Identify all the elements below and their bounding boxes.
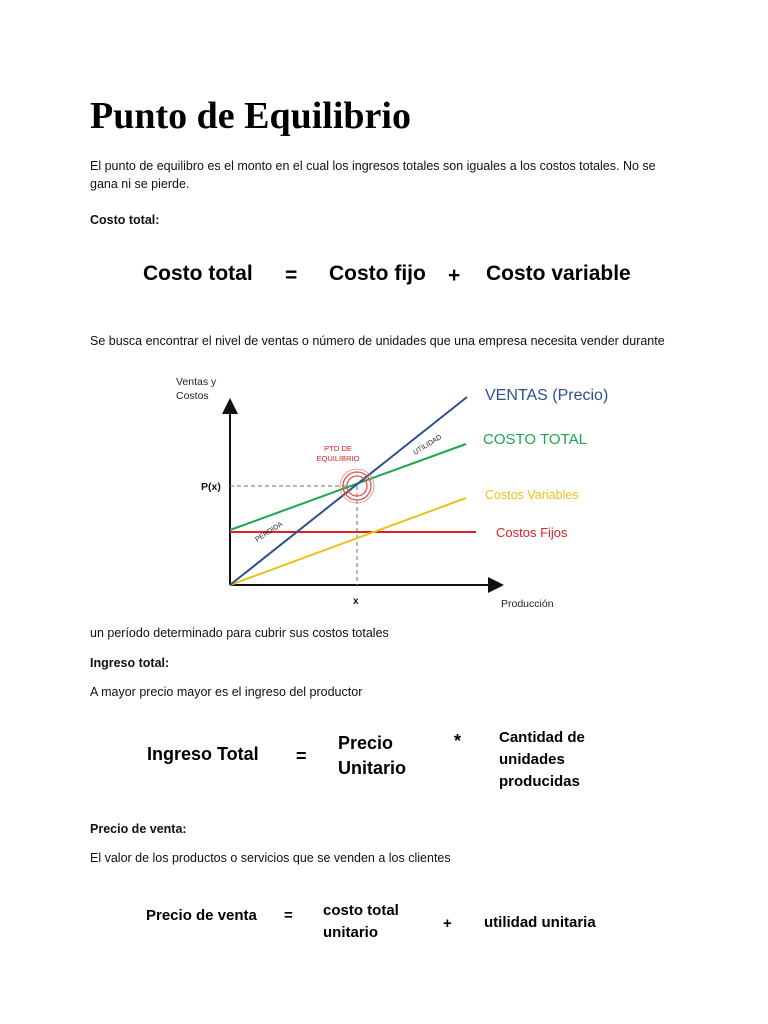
x-label: x	[353, 596, 359, 607]
break-even-chart	[160, 360, 630, 615]
legend-ventas: VENTAS (Precio)	[485, 387, 609, 404]
precio-unitario-line2: Unitario	[338, 758, 407, 778]
formula-plus: +	[448, 264, 461, 287]
costo-total-unitario-line1: costo total	[323, 902, 399, 919]
formula-ingreso-total-left: Ingreso Total	[147, 744, 259, 764]
costos-variables-line	[230, 498, 466, 585]
formula-costo-total-left: Costo total	[143, 262, 253, 285]
legend-costos-fijos: Costos Fijos	[496, 525, 568, 540]
busca-paragraph-part1: Se busca encontrar el nivel de ventas o número de unidades que una empresa necesita vender durante	[90, 334, 665, 348]
ingreso-total-heading: Ingreso total:	[90, 656, 170, 670]
precio-venta-heading: Precio de venta:	[90, 822, 187, 836]
page-title: Punto de Equilibrio	[90, 95, 411, 137]
formula-utilidad-unitaria: utilidad unitaria	[484, 914, 596, 931]
pto-equilibrio-label-line1: PTO DE	[324, 444, 352, 453]
formula-precio-venta-equals: =	[284, 907, 293, 924]
legend-costos-variables: Costos Variables	[485, 488, 579, 502]
formula-costo-total-unitario	[323, 900, 399, 944]
cantidad-line2: unidades	[499, 751, 565, 768]
precio-venta-text: El valor de los productos o servicios que se venden a los clientes	[90, 851, 451, 865]
formula-precio-venta-plus: +	[443, 915, 452, 932]
formula-costo-fijo: Costo fijo	[329, 262, 426, 285]
formula-times: *	[454, 731, 462, 751]
pto-equilibrio-label-line2: EQUILIBRIO	[316, 454, 360, 463]
ingreso-total-text: A mayor precio mayor es el ingreso del productor	[90, 685, 363, 699]
formula-precio-unitario	[338, 731, 406, 781]
costo-total-unitario-line2: unitario	[323, 924, 378, 941]
legend-costo-total: COSTO TOTAL	[483, 431, 587, 448]
y-axis-label-line1: Ventas y	[176, 376, 217, 388]
formula-precio-venta-left: Precio de venta	[146, 907, 257, 924]
utilidad-label: UTILIDAD	[412, 433, 444, 457]
formula-cantidad-unidades	[499, 727, 585, 793]
formula-costo-variable: Costo variable	[486, 262, 631, 285]
formula-equals: =	[285, 264, 298, 287]
perdida-label: PERDIDA	[254, 520, 285, 544]
formula-ingreso-equals: =	[296, 746, 307, 766]
x-axis-label: Producción	[501, 598, 554, 610]
y-axis-label-line2: Costos	[176, 390, 209, 402]
cantidad-line3: producidas	[499, 773, 580, 790]
costo-total-heading: Costo total:	[90, 213, 160, 227]
px-label: P(x)	[201, 481, 221, 493]
busca-paragraph-part2: un período determinado para cubrir sus costos totales	[90, 626, 389, 640]
intro-paragraph: El punto de equilibro es el monto en el cual los ingresos totales son iguales a los costos totales. No se gana ni se pierde.	[90, 159, 656, 191]
cantidad-line1: Cantidad de	[499, 729, 585, 746]
precio-unitario-line1: Precio	[338, 733, 394, 753]
